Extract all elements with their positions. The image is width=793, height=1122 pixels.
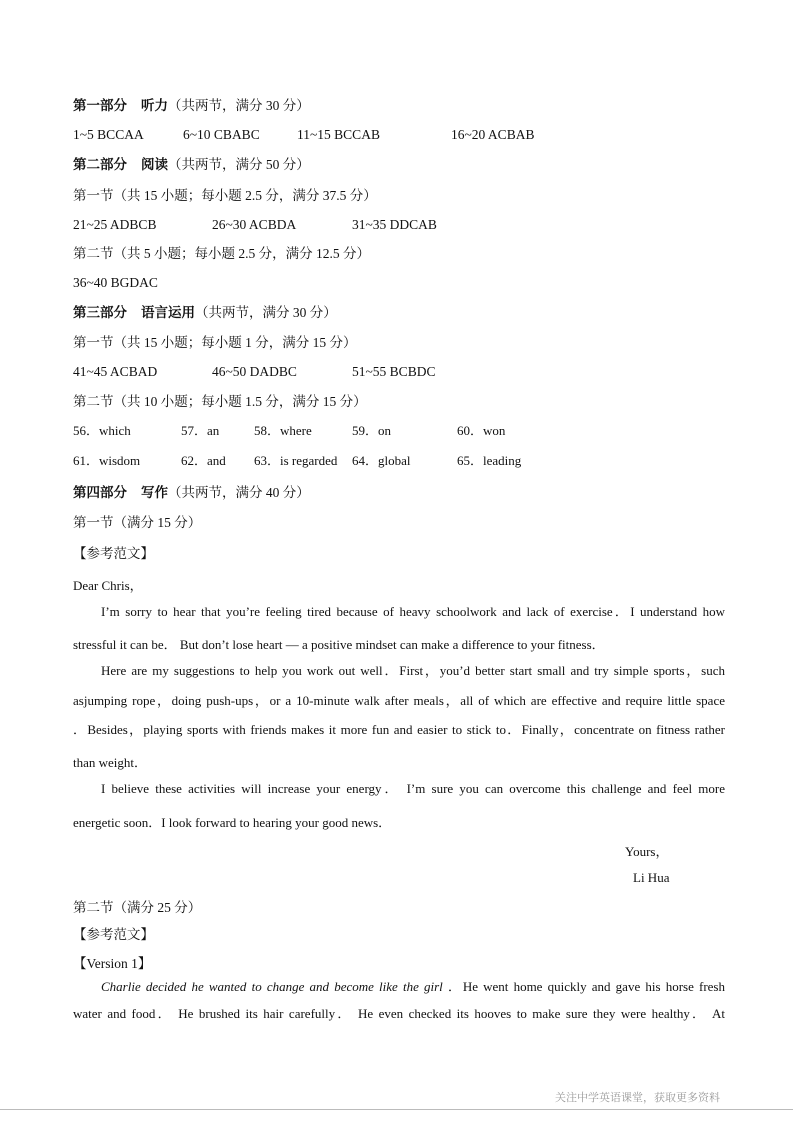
blank-answer: 61．wisdom xyxy=(73,453,141,468)
letter-greeting: Dear Chris， xyxy=(73,578,143,593)
version-label: 【Version 1】 xyxy=(73,956,152,971)
continuation-text: ．He went home quickly and gave his horse fresh xyxy=(447,979,725,994)
blank-answer: 65．leading xyxy=(457,453,522,468)
blank-answer: 64．global xyxy=(352,453,411,468)
section-label: 第一节（满分 15 分） xyxy=(73,515,202,530)
part1-title: 听力 xyxy=(141,98,168,113)
answer-group: 11~15 BCCAB xyxy=(297,127,380,142)
essay-line: ．Besides，playing sports with friends makes it more fun and easier to stick to．Finally，concentrate on fitness rather xyxy=(73,722,725,737)
part2-note: （共两节，满分 50 分） xyxy=(168,157,310,172)
given-sentence: Charlie decided he wanted to change and become like the girl xyxy=(101,979,443,994)
part4-heading-line xyxy=(73,484,310,502)
part4-title: 写作 xyxy=(141,485,168,500)
blank-answer: 63．is regarded xyxy=(254,453,338,468)
part3-heading: 第三部分 xyxy=(73,305,127,320)
answer-group: 46~50 DADBC xyxy=(212,364,297,379)
answer-group: 21~25 ADBCB xyxy=(73,217,157,232)
blank-answer: 59．on xyxy=(352,423,392,438)
part2-heading-line xyxy=(73,156,310,174)
answer-group: 41~45 ACBAD xyxy=(73,364,158,379)
essay-line: Here are my suggestions to help you work out well．First，you’d better start small and try simple sports，such xyxy=(101,663,726,678)
answer-group: 6~10 CBABC xyxy=(183,127,260,142)
blank-answer: 57．an xyxy=(181,423,220,438)
answer-group: 31~35 DDCAB xyxy=(352,217,437,232)
section-label: 第一节（共 15 小题；每小题 2.5 分，满分 37.5 分） xyxy=(73,188,377,203)
part1-heading-line xyxy=(73,97,310,115)
sample-label: 【参考范文】 xyxy=(73,927,154,942)
part1-note: （共两节，满分 30 分） xyxy=(168,98,310,113)
letter-closing: Yours， xyxy=(625,844,669,859)
blank-answer: 60．won xyxy=(457,423,506,438)
blank-answer: 62．and xyxy=(181,453,226,468)
footer-divider xyxy=(0,1109,793,1110)
section-label: 第二节（共 5 小题；每小题 2.5 分，满分 12.5 分） xyxy=(73,246,370,261)
part2-title: 阅读 xyxy=(141,157,168,172)
part1-heading: 第一部分 xyxy=(73,98,127,113)
blank-answer: 58．where xyxy=(254,423,312,438)
answer-group: 36~40 BGDAC xyxy=(73,275,158,290)
section-label: 第一节（共 15 小题；每小题 1 分，满分 15 分） xyxy=(73,335,357,350)
part3-note: （共两节，满分 30 分） xyxy=(195,305,337,320)
answer-group: 1~5 BCCAA xyxy=(73,127,144,142)
letter-signature: Li Hua xyxy=(633,870,670,885)
essay-line: I believe these activities will increase your energy． I’m sure you can overcome this challenge and feel more xyxy=(101,781,725,796)
essay-line: I’m sorry to hear that you’re feeling tired because of heavy schoolwork and lack of exercise．I understand how xyxy=(101,604,725,619)
answer-group: 16~20 ACBAB xyxy=(451,127,535,142)
section-label: 第二节（共 10 小题；每小题 1.5 分，满分 15 分） xyxy=(73,394,367,409)
part4-note: （共两节，满分 40 分） xyxy=(168,485,310,500)
part3-heading-line xyxy=(73,304,337,322)
essay-line: water and food． He brushed its hair carefully． He even checked its hooves to make sure they were healthy． At xyxy=(73,1006,725,1021)
answer-group: 26~30 ACBDA xyxy=(212,217,297,232)
part4-heading: 第四部分 xyxy=(73,485,127,500)
essay-line: asjumping rope，doing push-ups，or a 10-minute walk after meals，all of which are effective and require little space xyxy=(73,693,725,708)
part3-title: 语言运用 xyxy=(141,305,195,320)
part2-heading: 第二部分 xyxy=(73,157,127,172)
essay-line: stressful it can be． But don’t lose heart — a positive mindset can make a difference to your fitness． xyxy=(73,637,605,652)
section-label: 第二节（满分 25 分） xyxy=(73,900,202,915)
footer-note: 关注中学英语课堂，获取更多资料 xyxy=(555,1091,720,1104)
sample-label: 【参考范文】 xyxy=(73,546,154,561)
essay-line: than weight． xyxy=(73,755,148,770)
essay-line xyxy=(101,978,725,996)
blank-answer: 56．which xyxy=(73,423,131,438)
essay-line: energetic soon．I look forward to hearing your good news． xyxy=(73,815,392,830)
answer-group: 51~55 BCBDC xyxy=(352,364,436,379)
